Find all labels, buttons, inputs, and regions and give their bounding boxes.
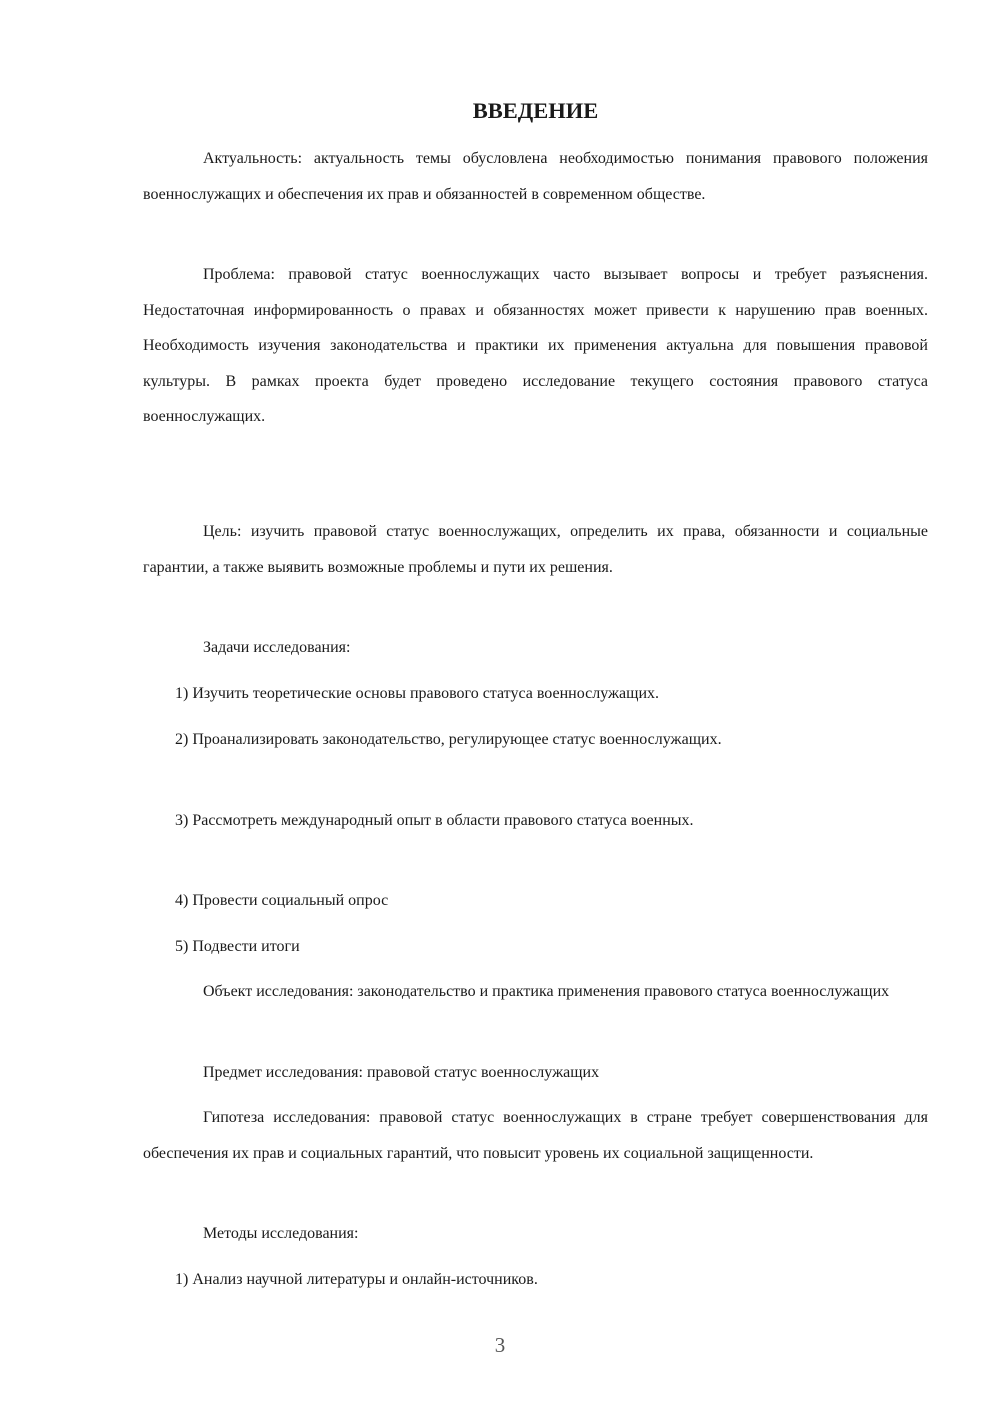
page-title: ВВЕДЕНИЕ bbox=[472, 98, 599, 123]
paragraph-problem: Проблема: правовой статус военнослужащих часто вызывает вопросы и требует разъяснения. Недостаточная информированность о правах и обязанностях может привести к нарушению прав военных. Необходимость изучения законодательства и практики их применения актуальна для повышения правовой культуры. В рамках проекта будет проведено исследование текущего состояния правового статуса военнослужащих. bbox=[143, 266, 928, 425]
list-item-task-2: 2) Проанализировать законодательство, регулирующее статус военнослужащих. bbox=[175, 731, 722, 748]
list-item-task-4: 4) Провести социальный опрос bbox=[175, 892, 389, 909]
paragraph-relevance: Актуальность: актуальность темы обусловлена необходимостью понимания правового положения военнослужащих и обеспечения их прав и обязанностей в современном обществе. bbox=[143, 150, 928, 203]
page-number: 3 bbox=[494, 1333, 506, 1357]
paragraph-methods-heading: Методы исследования: bbox=[203, 1225, 359, 1242]
list-item-task-3: 3) Рассмотреть международный опыт в области правового статуса военных. bbox=[175, 812, 694, 829]
list-item-method-1: 1) Анализ научной литературы и онлайн-источников. bbox=[175, 1271, 538, 1288]
paragraph-subject: Предмет исследования: правовой статус военнослужащих bbox=[203, 1064, 600, 1081]
list-item-task-1: 1) Изучить теоретические основы правового статуса военнослужащих. bbox=[175, 685, 660, 702]
paragraph-tasks-heading: Задачи исследования: bbox=[203, 639, 351, 656]
paragraph-hypothesis: Гипотеза исследования: правовой статус военнослужащих в стране требует совершенствования для обеспечения их прав и социальных гарантий, что повысит уровень их социальной защищенности. bbox=[143, 1109, 928, 1162]
paragraph-object: Объект исследования: законодательство и практика применения правового статуса военнослужащих bbox=[203, 983, 890, 1000]
list-item-task-5: 5) Подвести итоги bbox=[175, 938, 300, 955]
paragraph-goal: Цель: изучить правовой статус военнослужащих, определить их права, обязанности и социальные гарантии, а также выявить возможные проблемы и пути их решения. bbox=[143, 523, 928, 576]
